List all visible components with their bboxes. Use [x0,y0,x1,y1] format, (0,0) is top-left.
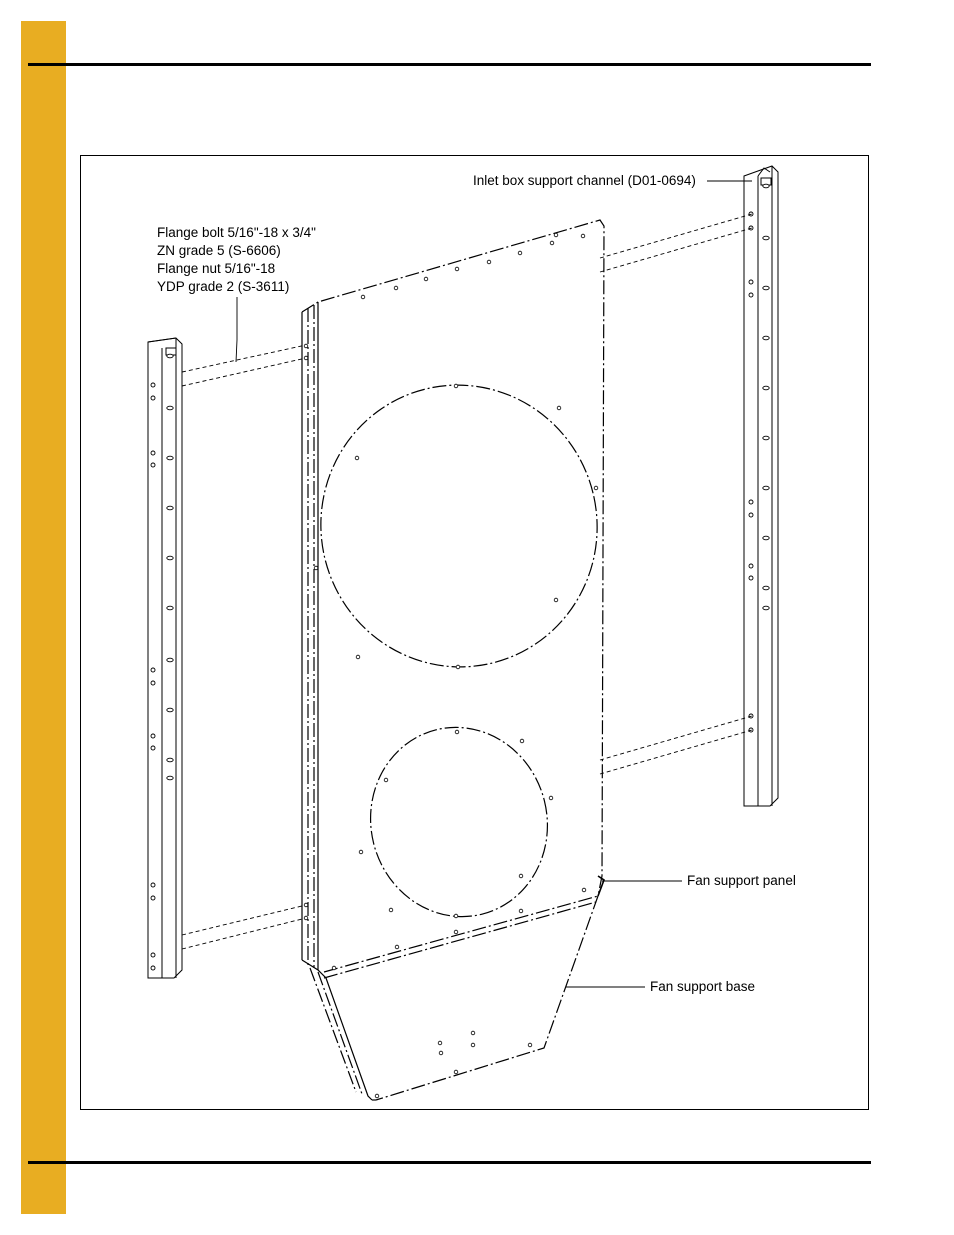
panel-bolt-hole [456,665,460,669]
panel-bolt-hole [557,406,561,410]
channel-slot [167,606,173,610]
flange-nut-line: Flange nut 5/16"-18 [157,261,276,276]
channel-slot [763,386,769,390]
panel-bolt-hole [454,384,458,388]
channel-slot [763,184,769,188]
panel-bolt-hole [304,916,308,920]
panel-bolt-hole [395,945,399,949]
panel-bolt-hole [304,903,308,907]
fan-support-panel-label: Fan support panel [687,873,796,888]
panel-bolt-hole [454,914,458,918]
panel-bolt-hole [554,598,558,602]
channel-hole [151,668,155,672]
channel-hole [749,500,753,504]
panel-bolt-hole [304,344,308,348]
panel-bolt-hole [518,251,522,255]
channel-slot [167,556,173,560]
channel-slot [763,286,769,290]
channel-slot [763,586,769,590]
panel-bolt-hole [519,909,523,913]
base-bolt-hole [375,1094,379,1098]
fan-support-panel [295,220,624,972]
panel-bolt-hole [455,730,459,734]
channel-hole [151,734,155,738]
flange-bolt-line: Flange bolt 5/16"-18 x 3/4" [157,225,316,240]
channel-hole [151,383,155,387]
channel-slot [763,436,769,440]
channel-slot [763,606,769,610]
panel-bolt-hole [454,930,458,934]
channel-hole [749,293,753,297]
base-bolt-hole [438,1041,442,1045]
channel-hole [151,953,155,957]
panel-bolt-hole [332,966,336,970]
panel-bolt-hole [361,295,365,299]
panel-bolt-hole [356,655,360,659]
panel-bolt-hole [394,286,398,290]
base-bolt-holes [375,1031,532,1098]
panel-bolt-hole [384,778,388,782]
panel-bolt-hole [314,566,318,570]
channel-hole [151,883,155,887]
panel-bolt-hole [594,486,598,490]
channel-hole [749,576,753,580]
panel-bolt-hole [487,260,491,264]
panel-bolt-hole [554,233,558,237]
flange-nut-grade-line: YDP grade 2 (S-3611) [157,279,290,294]
channel-hole [151,746,155,750]
panel-bolt-hole [520,739,524,743]
base-bolt-hole [439,1051,443,1055]
channel-slot [167,354,173,358]
panel-bolt-hole [519,874,523,878]
channel-slot [763,536,769,540]
channel-hole [749,513,753,517]
channel-hole [151,451,155,455]
channel-slot [763,336,769,340]
panel-bolt-hole [550,241,554,245]
channel-hole [749,564,753,568]
right-channel-holes [749,184,769,732]
panel-bolt-holes [304,233,598,970]
flange-bolt-grade-line: ZN grade 5 (S-6606) [157,243,281,258]
channel-hole [151,396,155,400]
panel-bolt-hole [581,234,585,238]
channel-hole [151,896,155,900]
base-bolt-hole [528,1043,532,1047]
channel-slot [763,236,769,240]
inlet-channel-label: Inlet box support channel (D01-0694) [473,173,696,188]
panel-bolt-hole [304,356,308,360]
base-bolt-hole [454,1070,458,1074]
channel-hole [151,463,155,467]
channel-hole [749,280,753,284]
channel-slot [167,506,173,510]
flange-hardware-label [157,224,316,296]
panel-bolt-hole [389,908,393,912]
panel-bolt-hole [455,267,459,271]
panel-bolt-hole [359,850,363,854]
channel-hole [151,966,155,970]
right-support-channel [744,166,778,806]
panel-bolt-hole [424,277,428,281]
base-bolt-hole [471,1031,475,1035]
channel-slot [167,758,173,762]
panel-bolt-hole [549,796,553,800]
channel-slot [167,456,173,460]
fan-support-base [302,896,598,1100]
channel-hole [151,681,155,685]
channel-slot [167,658,173,662]
alignment-lines [182,214,752,949]
left-support-channel [148,338,182,978]
base-bolt-hole [471,1043,475,1047]
panel-bolt-hole [355,456,359,460]
channel-slot [167,406,173,410]
channel-slot [167,776,173,780]
panel-bolt-hole [582,888,586,892]
channel-slot [763,486,769,490]
channel-slot [167,708,173,712]
fan-support-base-label: Fan support base [650,979,756,994]
